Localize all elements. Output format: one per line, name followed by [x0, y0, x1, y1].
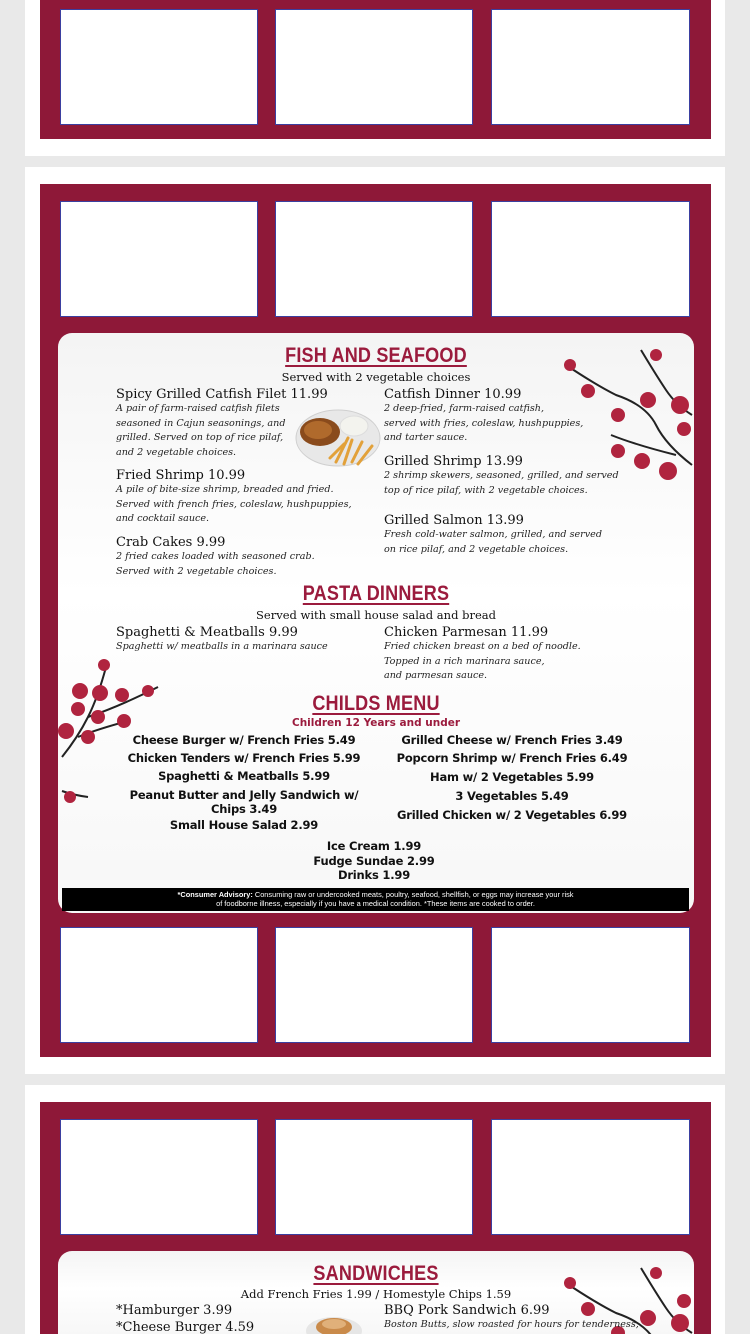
- item-description: 2 fried cakes loaded with seasoned crab. Served with 2 vegetable choices.: [116, 551, 315, 577]
- menu-item: [384, 513, 634, 557]
- photo-slot: [491, 9, 690, 125]
- menu-item: [384, 1303, 644, 1333]
- item-description: Fresh cold-water salmon, grilled, and served on rice pilaf, and 2 vegetable choices.: [384, 529, 603, 555]
- section-title-sandwiches: SANDWICHES: [313, 1262, 439, 1285]
- photo-slot: [491, 1119, 690, 1235]
- advisory-text: Consuming raw or undercooked meats, poultry, seafood, shellfish, or eggs may increase your risk: [252, 890, 574, 899]
- section-subtitle-fish: Served with 2 vegetable choices: [281, 370, 471, 384]
- childs-item: Popcorn Shrimp w/ French Fries 6.49: [396, 751, 628, 765]
- childs-item: Grilled Chicken w/ 2 Vegetables 6.99: [397, 808, 627, 822]
- section-title-childs: CHILDS MENU: [312, 692, 440, 715]
- menu-item: [116, 1303, 316, 1318]
- childs-item: Peanut Butter and Jelly Sandwich w/: [129, 788, 359, 802]
- item-description: 2 deep-fried, farm-raised catfish, served with fries, coleslaw, hushpuppies, and tarter sauce.: [384, 403, 584, 444]
- photo-slot: [275, 9, 473, 125]
- item-title: *Hamburger 3.99: [116, 1303, 233, 1318]
- item-title: Spicy Grilled Catfish Filet 11.99: [116, 387, 328, 402]
- section-subtitle-pasta: Served with small house salad and bread: [256, 608, 496, 622]
- menu-item: [116, 387, 328, 461]
- menu-item: [116, 468, 376, 527]
- childs-item: Ham w/ 2 Vegetables 5.99: [430, 770, 594, 784]
- section-title-pasta: PASTA DINNERS: [302, 582, 450, 605]
- childs-item: Small House Salad 2.99: [169, 818, 319, 832]
- section-subtitle-childs: Children 12 Years and under: [291, 717, 461, 729]
- childs-item: Cheese Burger w/ French Fries 5.49: [132, 733, 356, 747]
- item-description: A pair of farm-raised catfish filets seasoned in Cajun seasonings, and grilled. Served on top of rice pilaf, and 2 vegetable choices.: [116, 403, 286, 459]
- photo-slot: [60, 201, 258, 317]
- photo-slot: [275, 1119, 473, 1235]
- childs-item: Spaghetti & Meatballs 5.99: [158, 769, 330, 783]
- childs-item: Chicken Tenders w/ French Fries 5.99: [127, 751, 361, 765]
- childs-item: Fudge Sundae 2.99: [313, 854, 435, 868]
- item-description: Boston Butts, slow roasted for hours for tenderness,: [384, 1319, 639, 1330]
- menu-item: [116, 625, 376, 655]
- photo-slot: [60, 9, 258, 125]
- item-title: BBQ Pork Sandwich 6.99: [384, 1303, 550, 1318]
- childs-item: 3 Vegetables 5.49: [455, 789, 569, 803]
- childs-item: Drinks 1.99: [337, 868, 411, 882]
- cherry-blossom-branch-left: [58, 657, 168, 807]
- item-title: Grilled Salmon 13.99: [384, 513, 524, 528]
- item-description: Fried chicken breast on a bed of noodle. Topped in a rich marinara sauce, and parmesan sauce.: [384, 641, 581, 682]
- menu-item: [116, 535, 376, 579]
- item-title: Spaghetti & Meatballs 9.99: [116, 625, 298, 640]
- advisory-label: *Consumer Advisory:: [177, 890, 253, 899]
- menu-item: [116, 1320, 316, 1334]
- section-subtitle-sandwiches: Add French Fries 1.99 / Homestyle Chips 1.59: [240, 1287, 512, 1301]
- photo-slot: [275, 927, 473, 1043]
- consumer-advisory: [62, 888, 689, 911]
- photo-slot: [60, 927, 258, 1043]
- item-title: Catfish Dinner 10.99: [384, 387, 522, 402]
- photo-slot: [275, 201, 473, 317]
- advisory-text: of foodborne illness, especially if you have a medical condition. *These items are cooked to order.: [216, 899, 535, 908]
- menu-item: [384, 454, 634, 498]
- catfish-plate-photo: [292, 402, 382, 470]
- menu-item: [384, 625, 634, 684]
- photo-slot: [491, 927, 690, 1043]
- childs-item: Chips 3.49: [210, 802, 278, 816]
- item-title: Grilled Shrimp 13.99: [384, 454, 523, 469]
- item-title: Fried Shrimp 10.99: [116, 468, 246, 483]
- item-title: Chicken Parmesan 11.99: [384, 625, 549, 640]
- childs-item: Ice Cream 1.99: [326, 839, 422, 853]
- item-description: Spaghetti w/ meatballs in a marinara sauce: [116, 641, 328, 652]
- item-description: 2 shrimp skewers, seasoned, grilled, and served top of rice pilaf, with 2 vegetable choices.: [384, 470, 619, 496]
- item-description: A pile of bite-size shrimp, breaded and fried. Served with french fries, coleslaw, hushpuppies, and cocktail sauce.: [116, 484, 352, 525]
- menu-item: [384, 387, 614, 446]
- photo-slot: [60, 1119, 258, 1235]
- item-title: Crab Cakes 9.99: [116, 535, 226, 550]
- childs-item: Grilled Cheese w/ French Fries 3.49: [401, 733, 623, 747]
- section-title-fish: FISH AND SEAFOOD: [285, 344, 467, 367]
- photo-slot: [491, 201, 690, 317]
- item-title: *Cheese Burger 4.59: [116, 1320, 255, 1334]
